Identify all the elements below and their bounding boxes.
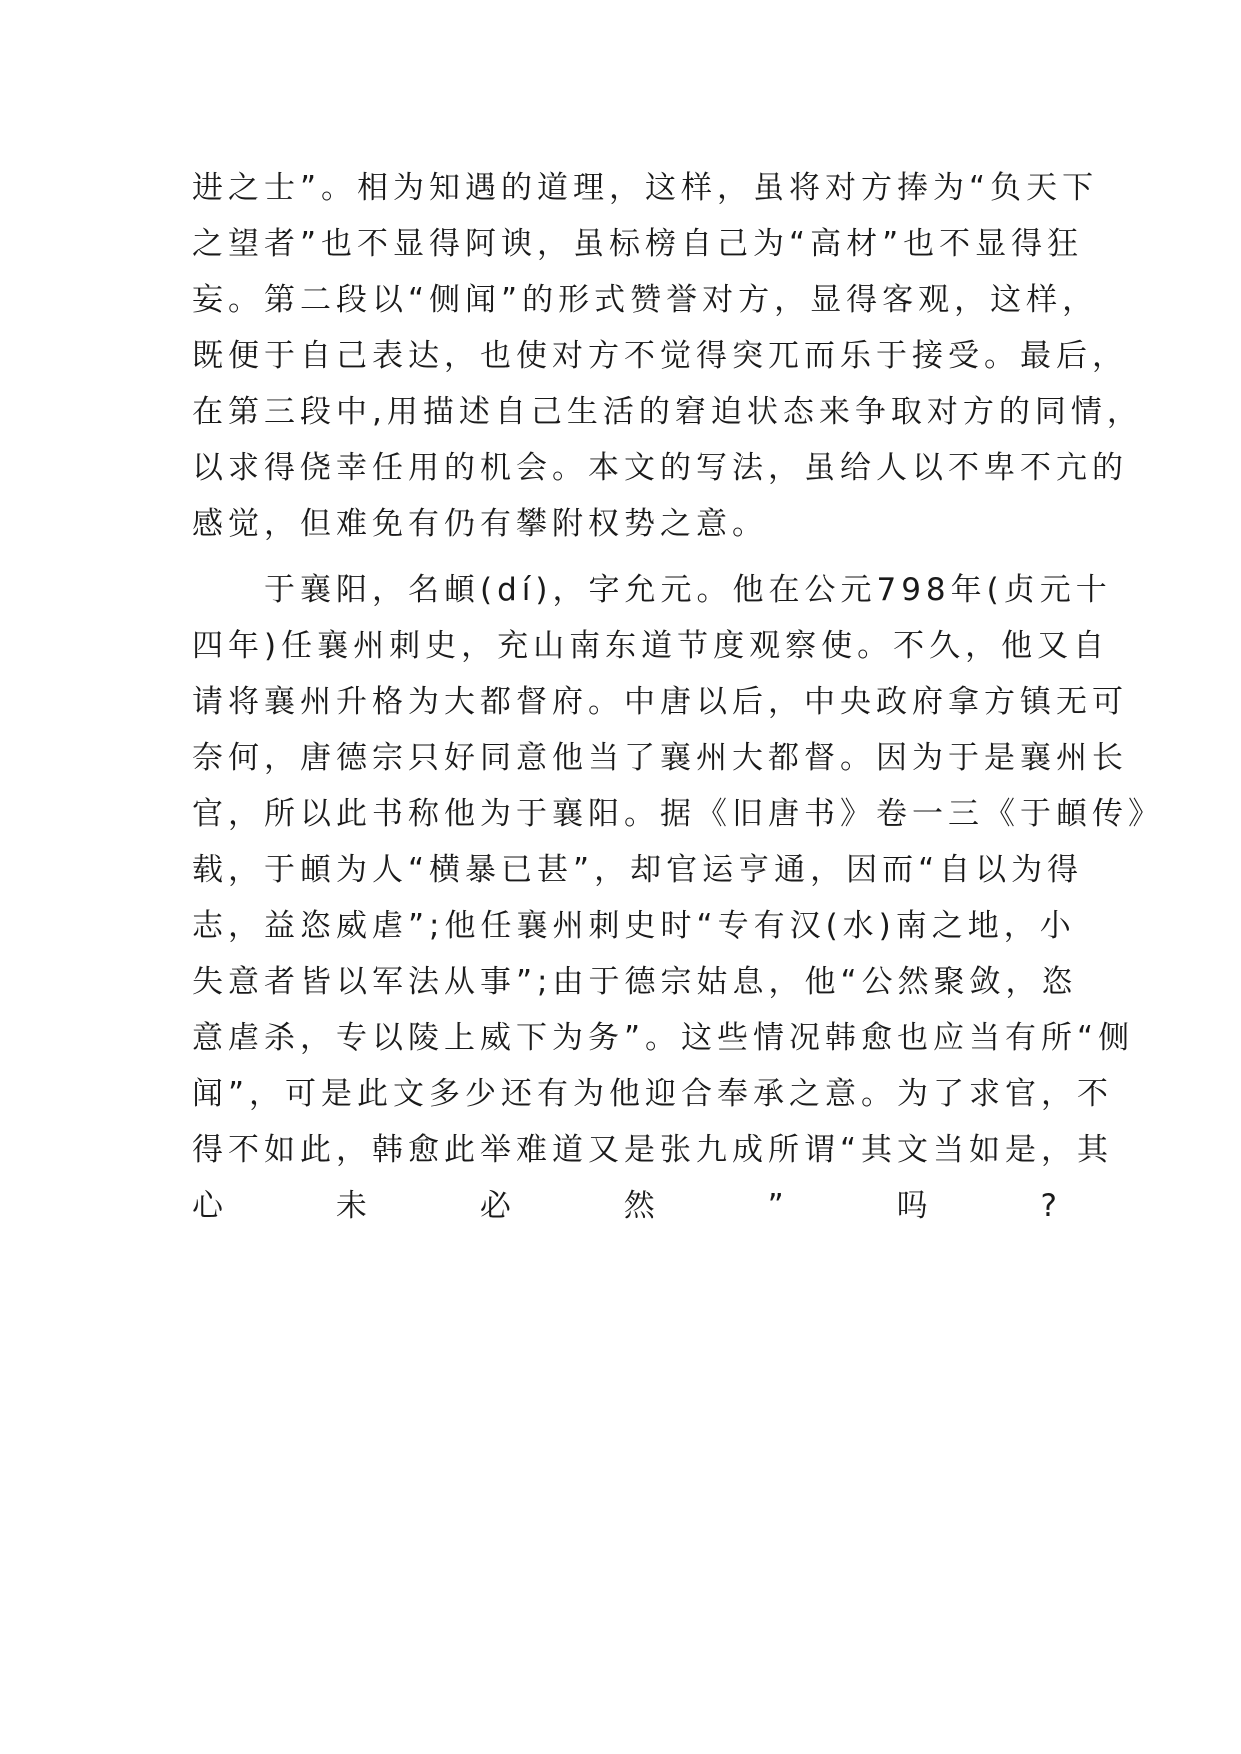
text-line: 奈何，唐德宗只好同意他当了襄州大都督。因为于是襄州长 bbox=[192, 740, 1128, 776]
text-line: 进之士”。相为知遇的道理，这样，虽将对方捧为“负天下 bbox=[192, 170, 1099, 206]
text-line: 既便于自己表达，也使对方不觉得突兀而乐于接受。最后， bbox=[192, 338, 1128, 374]
text-line: 闻”，可是此文多少还有为他迎合奉承之意。为了求官，不 bbox=[192, 1076, 1114, 1112]
paragraph-gap bbox=[192, 552, 1062, 562]
text-line: 心未必然”吗? bbox=[192, 1188, 1062, 1224]
text-line: 于襄阳，名頔(dí)，字允元。他在公元798年(贞元十 bbox=[192, 572, 1112, 608]
text-line: 四年)任襄州刺史，充山南东道节度观察使。不久，他又自 bbox=[192, 628, 1110, 664]
text-line: 载，于頔为人“横暴已甚”，却官运亨通，因而“自以为得 bbox=[192, 852, 1084, 888]
text-line: 之望者”也不显得阿谀，虽标榜自己为“高材”也不显得狂 bbox=[192, 226, 1084, 262]
text-line: 感觉，但难免有仍有攀附权势之意。 bbox=[192, 506, 768, 542]
text-line bbox=[192, 1234, 1062, 1290]
paragraph-1 bbox=[192, 160, 1143, 552]
text-line: 失意者皆以军法从事”;由于德宗姑息，他“公然聚敛，恣 bbox=[192, 964, 1078, 1000]
text-line: 在第三段中,用描述自己生活的窘迫状态来争取对方的同情， bbox=[192, 394, 1143, 430]
body-text bbox=[192, 160, 1164, 1290]
text-line: 官，所以此书称他为于襄阳。据《旧唐书》卷一三《于頔传》 bbox=[192, 796, 1164, 832]
text-line: 请将襄州升格为大都督府。中唐以后，中央政府拿方镇无可 bbox=[192, 684, 1128, 720]
paragraph-2 bbox=[192, 562, 1164, 1290]
text-line: 得不如此，韩愈此举难道又是张九成所谓“其文当如是，其 bbox=[192, 1132, 1114, 1168]
text-line: 妄。第二段以“侧闻”的形式赞誉对方，显得客观，这样， bbox=[192, 282, 1099, 318]
text-line: 意虐杀，专以陵上威下为务”。这些情况韩愈也应当有所“侧 bbox=[192, 1020, 1135, 1056]
text-line: 志，益恣威虐”;他任襄州刺史时“专有汉(水)南之地，小 bbox=[192, 908, 1076, 944]
text-line: 以求得侥幸任用的机会。本文的写法，虽给人以不卑不亢的 bbox=[192, 450, 1128, 486]
